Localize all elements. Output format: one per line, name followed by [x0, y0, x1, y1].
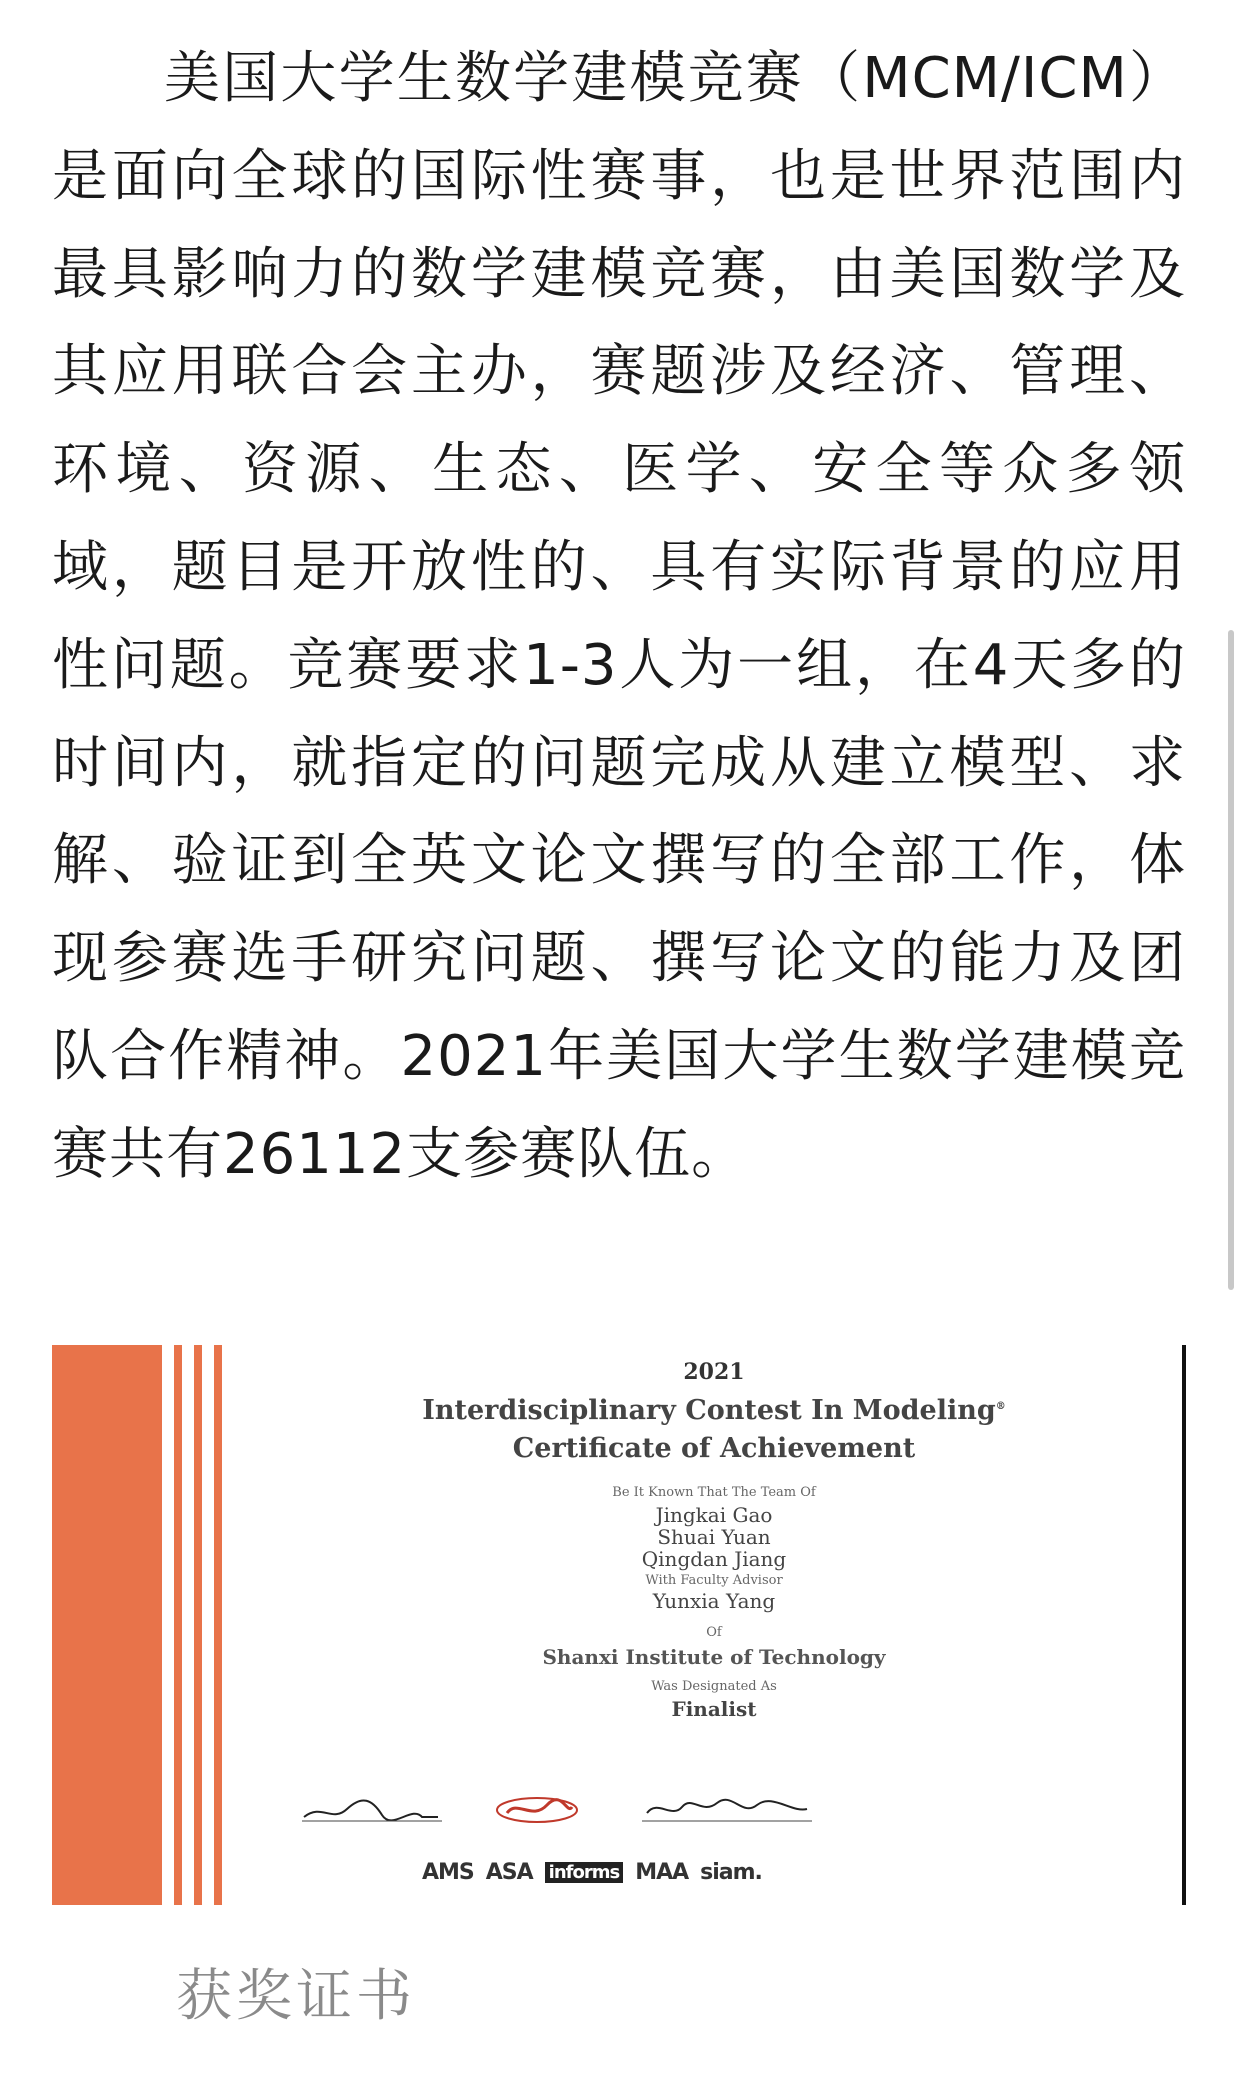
image-caption: 获奖证书 — [176, 1964, 416, 2029]
scrollbar[interactable] — [1228, 630, 1234, 1290]
team-member-name: Qingdan Jiang — [641, 1547, 787, 1571]
informs-logo: informs — [545, 1862, 624, 1883]
team-member-name: Shuai Yuan — [657, 1525, 771, 1549]
certificate-title-text: Interdisciplinary Contest In Modeling — [422, 1395, 996, 1426]
advisor-name: Yunxia Yang — [652, 1589, 776, 1613]
certificate-year: 2021 — [683, 1359, 745, 1385]
award-level: Finalist — [671, 1697, 757, 1721]
certificate-orange-band — [52, 1345, 162, 1905]
certificate-border — [1182, 1345, 1186, 1905]
designated-label: Was Designated As — [651, 1679, 777, 1694]
ams-logo: AMS — [422, 1860, 474, 1885]
signature-right — [642, 1795, 812, 1825]
certificate-title — [262, 1395, 1166, 1426]
of-label: Of — [706, 1625, 722, 1640]
article-paragraph: 美国大学生数学建模竞赛（MCM/ICM）是面向全球的国际性赛事，也是世界范围内最具影响力的数学建模竞赛，由美国数学及其应用联合会主办，赛题涉及经济、管理、环境、资源、生态、医学、安全等众多领域，题目是开放性的、具有实际背景的应用性问题。竞赛要求1-3人为一组，在4天多的时间内，就指定的问题完成从建立模型、求解、验证到全英文论文撰写的全部工作，体现参赛选手研究问题、撰写论文的能力及团队合作精神。2021年美国大学生数学建模竞赛共有26112支参赛队伍。 — [52, 46, 1186, 1187]
trademark-mark: ® — [995, 1401, 1006, 1412]
maa-logo: MAA — [635, 1860, 689, 1885]
comap-logo-icon — [492, 1795, 582, 1825]
advisor-label: With Faculty Advisor — [645, 1573, 783, 1588]
certificate-subtitle: Certificate of Achievement — [512, 1433, 916, 1464]
award-certificate-image — [52, 1345, 1186, 1905]
institution-name: Shanxi Institute of Technology — [542, 1645, 886, 1669]
signature-left — [302, 1795, 442, 1825]
certificate-intro: Be It Known That The Team Of — [612, 1485, 816, 1500]
siam-logo: siam. — [700, 1860, 762, 1885]
certificate-stripe — [194, 1345, 202, 1905]
asa-logo: ASA — [485, 1860, 533, 1885]
team-member-name: Jingkai Gao — [655, 1503, 773, 1527]
certificate-stripe — [214, 1345, 222, 1905]
sponsor-logos — [422, 1860, 762, 1885]
certificate-stripe — [174, 1345, 182, 1905]
